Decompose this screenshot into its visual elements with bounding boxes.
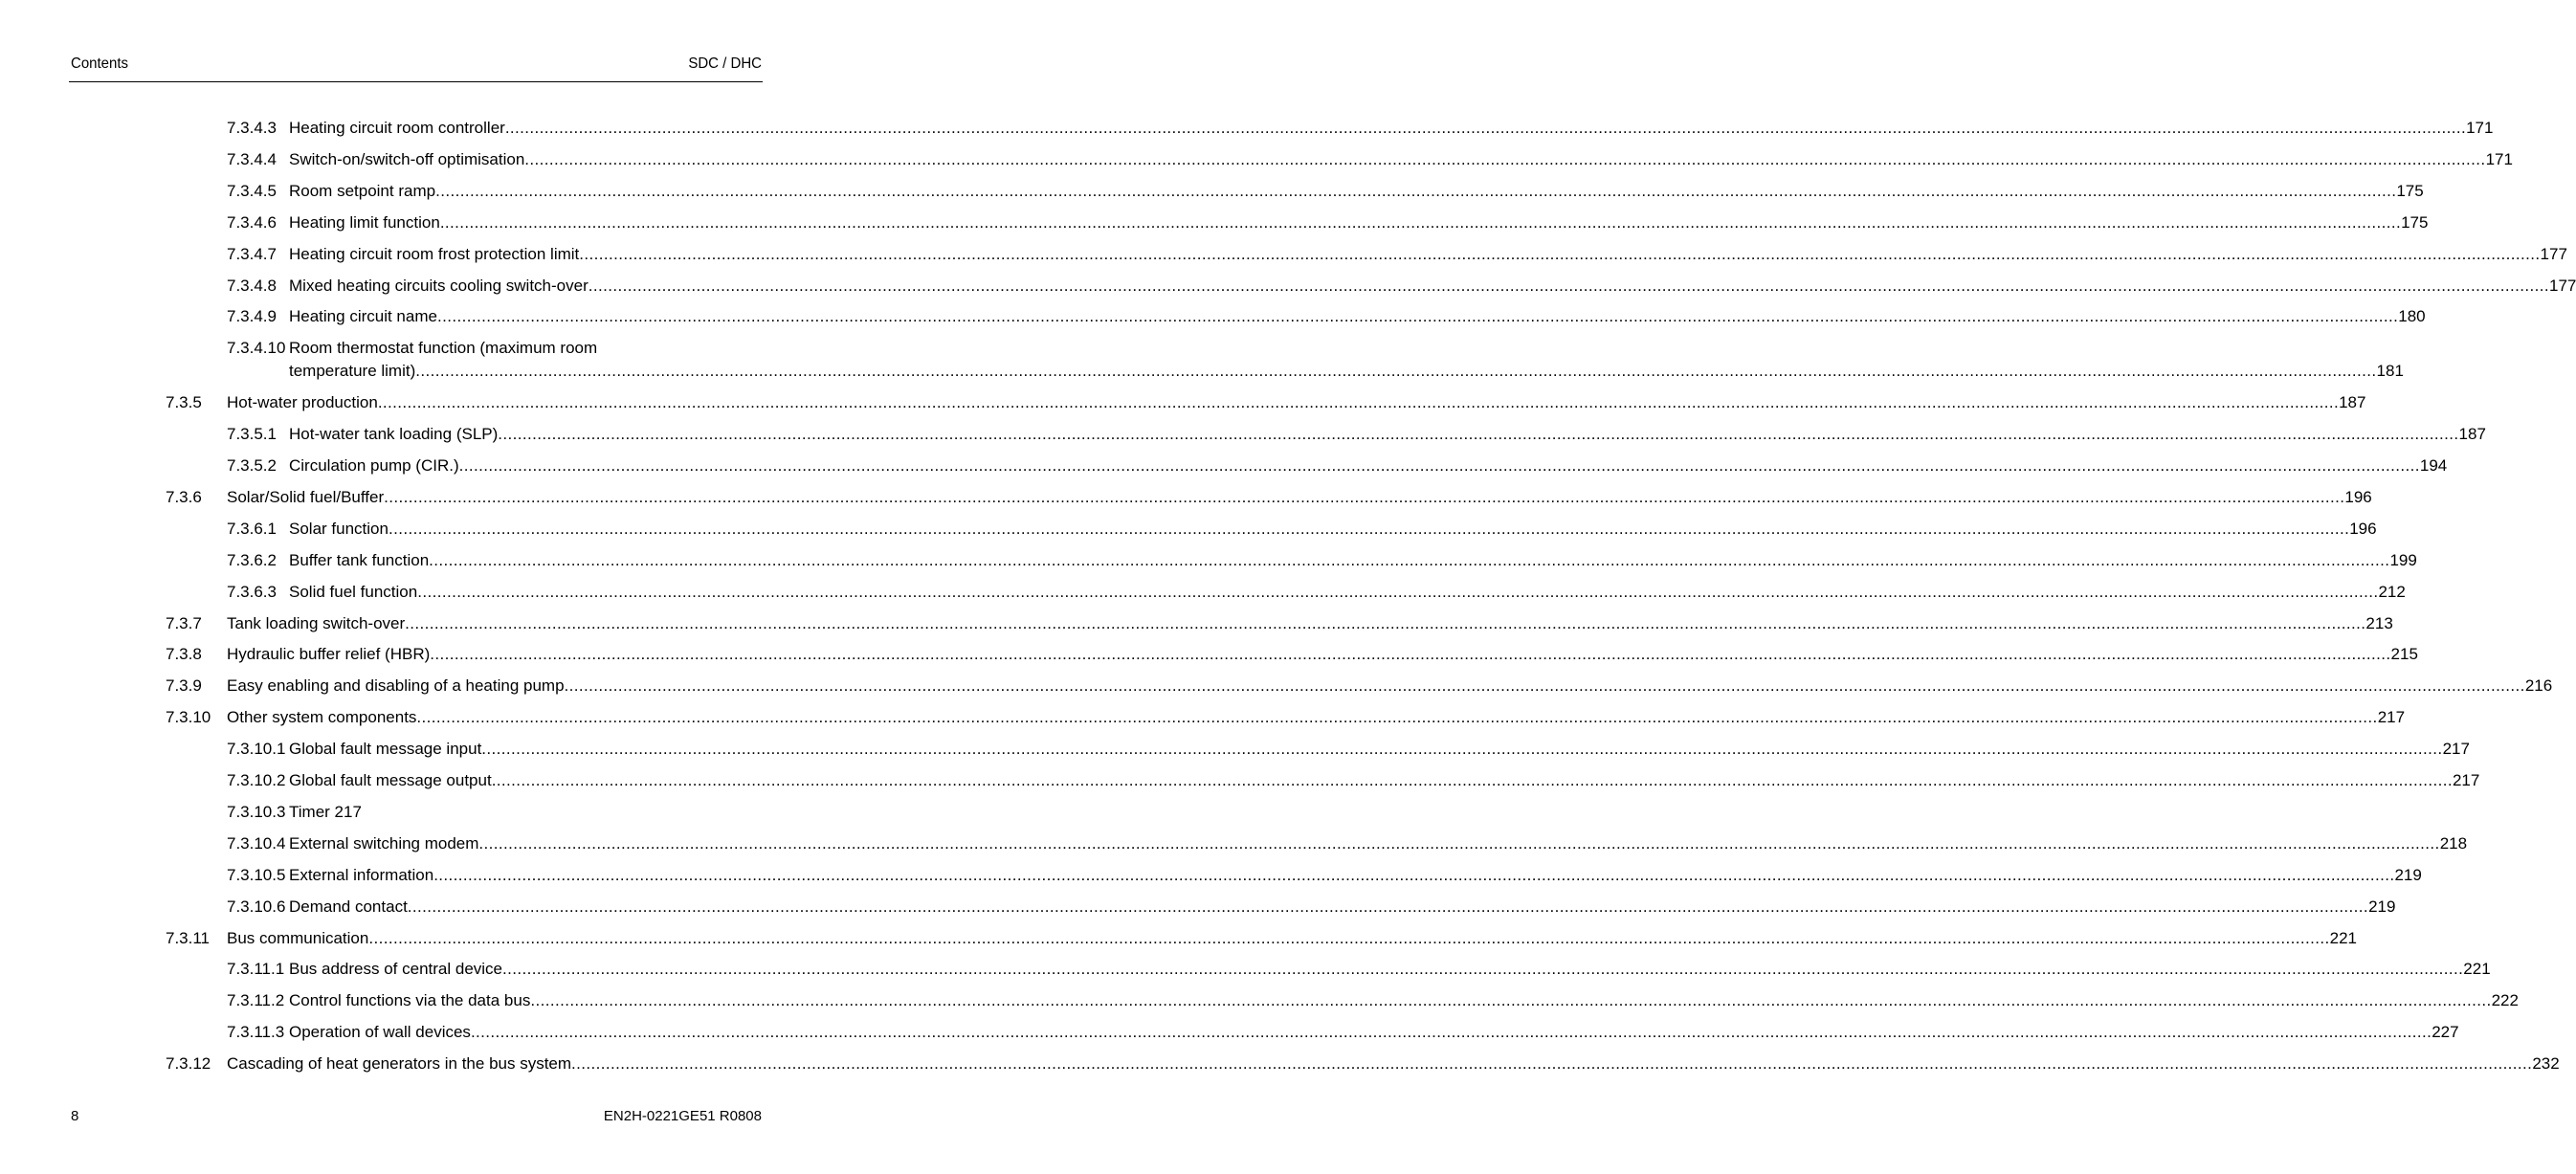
toc-entry[interactable] [227,149,2513,169]
toc-entry-page: 227 [2432,1023,2459,1042]
toc-entry-title: Control functions via the data bus [289,991,531,1010]
toc-dot-leader: ................................................................................................................................................................................................................................................................................................................................................................................................................ [433,865,2395,884]
toc-entry-title: Demand contact [289,897,408,916]
toc-entry[interactable] [227,803,761,822]
toc-entry-title: Solar function [289,519,389,538]
toc-entry-number: 7.3.4.8 [227,276,277,295]
toc-entry-page: 219 [2394,865,2422,884]
toc-entry[interactable] [227,519,2377,539]
toc-entry-page: 177 [2540,244,2567,263]
toc-entry-number: 7.3.4.10 [227,339,286,358]
toc-entry-page: 196 [2349,519,2377,538]
toc-entry[interactable] [227,212,2429,233]
toc-entry-title: Buffer tank function [289,550,430,569]
toc-entry-number: 7.3.10 [166,708,211,727]
toc-entry[interactable] [227,960,2491,979]
toc-entry-number: 7.3.9 [166,676,202,696]
toc-entry-number: 7.3.4.4 [227,149,277,168]
toc-entry[interactable] [166,613,2393,633]
toc-entry-title: Solid fuel function [289,582,418,601]
toc-entry-title: Operation of wall devices [289,1023,471,1042]
toc-entry-title: Heating circuit name [289,307,437,326]
toc-entry[interactable] [227,771,2480,790]
toc-entry-title: Heating circuit room frost protection limit [289,244,580,263]
toc-entry-title: temperature limit) [289,362,416,381]
toc-entry-title: Bus communication [227,928,369,947]
toc-entry-page: 212 [2378,582,2406,601]
toc-entry-number: 7.3.8 [166,645,202,664]
toc-entry-number: 7.3.10.6 [227,897,286,916]
toc-dot-leader: ................................................................................................................................................................................................................................................................................................................................................................................................................ [377,393,2340,412]
toc-entry-page: 187 [2458,425,2486,444]
toc-entry-page: 175 [2396,181,2424,200]
toc-entry[interactable] [166,708,2406,727]
toc-dot-leader: ................................................................................................................................................................................................................................................................................................................................................................................................................ [579,244,2541,263]
toc-entry-number: 7.3.10.4 [227,833,286,853]
toc-entry[interactable] [166,393,2366,412]
toc-entry-number: 7.3.12 [166,1054,211,1074]
toc-dot-leader: ................................................................................................................................................................................................................................................................................................................................................................................................................ [564,676,2525,696]
toc-entry-number: 7.3.4.7 [227,244,277,263]
toc-entry-number: 7.3.11 [166,928,211,947]
toc-entry-number: 7.3.4.9 [227,307,277,326]
toc-entry-number: 7.3.5.1 [227,425,277,444]
toc-dot-leader: ................................................................................................................................................................................................................................................................................................................................................................................................................ [530,991,2492,1010]
toc-entry-page: 221 [2329,928,2357,947]
toc-entry-title: Global fault message output [289,771,492,789]
toc-entry-number: 7.3.11.3 [227,1023,285,1042]
toc-entry[interactable] [227,897,2396,917]
toc-entry-title: Cascading of heat generators in the bus system [227,1054,572,1074]
toc-dot-leader: ................................................................................................................................................................................................................................................................................................................................................................................................................ [571,1054,2533,1074]
toc-dot-leader: ................................................................................................................................................................................................................................................................................................................................................................................................................ [481,740,2443,759]
toc-entry[interactable] [166,928,2357,948]
toc-entry-page: 218 [2439,833,2468,853]
toc-entry[interactable] [227,740,2470,759]
toc-entry-page: 171 [2485,149,2513,168]
toc-entry-number: 7.3.6 [166,487,202,506]
toc-entry-number: 7.3.10.1 [227,740,286,759]
toc-entry-title: Hot-water production [227,393,378,412]
toc-entry[interactable] [227,181,2424,201]
toc-dot-leader: ................................................................................................................................................................................................................................................................................................................................................................................................................ [384,487,2345,506]
toc-entry-page: 217 [2452,771,2480,789]
toc-entry-page: 219 [2368,897,2396,916]
toc-dot-leader: ................................................................................................................................................................................................................................................................................................................................................................................................................ [470,1023,2432,1042]
toc-entry[interactable] [166,1054,2560,1074]
toc-entry-title: Timer 217 [289,802,362,821]
toc-entry-title: Circulation pump (CIR.) [289,456,459,475]
toc-entry-title: Hydraulic buffer relief (HBR) [227,645,431,664]
toc-entry-page: 199 [2389,550,2417,569]
toc-entry[interactable] [227,425,2486,444]
document-code: EN2H-0221GE51 R0808 [603,1108,762,1124]
toc-entry-number: 7.3.4.3 [227,119,277,137]
toc-entry-number: 7.3.4.5 [227,181,277,200]
toc-entry-page: 194 [2419,456,2448,475]
header-product-name: SDC / DHC [688,55,762,73]
toc-entry-title: Global fault message input [289,740,482,759]
toc-entry[interactable] [166,487,2372,507]
toc-entry-number: 7.3.5 [166,393,202,412]
header-section-title: Contents [71,55,129,73]
toc-entry[interactable] [227,456,2448,476]
toc-entry-title: Heating limit function [289,212,440,232]
toc-entry-title: External switching modem [289,833,479,853]
toc-entry[interactable] [227,582,2406,602]
toc-entry-title: Mixed heating circuits cooling switch-over [289,276,588,295]
toc-entry[interactable] [227,119,2494,138]
toc-entry-title: Bus address of central device [289,960,503,979]
toc-entry-number: 7.3.6.3 [227,582,277,601]
toc-entry-title: Easy enabling and disabling of a heating pump [227,676,565,696]
toc-entry[interactable] [227,339,2404,381]
toc-entry-page: 171 [2466,119,2494,137]
toc-entry-page: 232 [2532,1054,2560,1074]
toc-entry-page: 177 [2549,276,2576,295]
toc-dot-leader: ................................................................................................................................................................................................................................................................................................................................................................................................................ [417,582,2379,601]
toc-entry[interactable] [227,244,2567,264]
toc-entry-number: 7.3.7 [166,613,202,632]
toc-entry-page: 213 [2365,613,2393,632]
toc-entry[interactable] [166,645,2418,664]
toc-dot-leader: ................................................................................................................................................................................................................................................................................................................................................................................................................ [491,771,2453,789]
toc-entry-number: 7.3.11.1 [227,960,285,979]
toc-dot-leader: ................................................................................................................................................................................................................................................................................................................................................................................................................ [498,425,2459,444]
toc-entry-page: 180 [2398,307,2426,326]
toc-entry[interactable] [227,833,2468,853]
toc-dot-leader: ................................................................................................................................................................................................................................................................................................................................................................................................................ [502,960,2464,979]
toc-entry-title: Solar/Solid fuel/Buffer [227,487,385,506]
toc-entry-title-line1: Room thermostat function (maximum room [289,339,598,358]
toc-entry-page: 222 [2491,991,2519,1010]
toc-entry[interactable] [227,276,2576,296]
toc-entry-number: 7.3.6.2 [227,550,277,569]
toc-entry-title: Hot-water tank loading (SLP) [289,425,499,444]
toc-entry-page: 217 [2377,708,2406,727]
toc-entry[interactable] [227,307,2426,326]
toc-entry-page: 216 [2524,676,2553,696]
toc-entry[interactable] [227,550,2417,570]
toc-dot-leader: ................................................................................................................................................................................................................................................................................................................................................................................................................ [415,362,2377,381]
toc-dot-leader: ................................................................................................................................................................................................................................................................................................................................................................................................................ [588,276,2550,295]
toc-dot-leader: ................................................................................................................................................................................................................................................................................................................................................................................................................ [368,928,2330,947]
toc-entry-title: Room setpoint ramp [289,181,436,200]
toc-dot-leader: ................................................................................................................................................................................................................................................................................................................................................................................................................ [504,119,2467,137]
toc-entry-number: 7.3.10.5 [227,865,286,884]
toc-entry[interactable] [166,676,2553,696]
toc-dot-leader: ................................................................................................................................................................................................................................................................................................................................................................................................................ [405,613,2366,632]
toc-entry-number: 7.3.5.2 [227,456,277,475]
toc-entry-number: 7.3.10.3 [227,802,286,821]
toc-entry-page: 187 [2339,393,2366,412]
toc-entry-number: 7.3.10.2 [227,771,286,789]
toc-entry-page: 215 [2390,645,2418,664]
toc-entry-page: 175 [2401,212,2429,232]
toc-dot-leader: ................................................................................................................................................................................................................................................................................................................................................................................................................ [436,307,2399,326]
toc-entry-page: 217 [2442,740,2470,759]
toc-dot-leader: ................................................................................................................................................................................................................................................................................................................................................................................................................ [478,833,2440,853]
toc-dot-leader: ................................................................................................................................................................................................................................................................................................................................................................................................................ [435,181,2397,200]
toc-entry-number: 7.3.4.6 [227,212,277,232]
page-number: 8 [71,1108,79,1124]
toc-dot-leader: ................................................................................................................................................................................................................................................................................................................................................................................................................ [388,519,2350,538]
toc-entry-number: 7.3.6.1 [227,519,277,538]
toc-entry-title: Heating circuit room controller [289,119,505,137]
toc-entry[interactable] [227,991,2519,1010]
page-footer [71,1108,762,1125]
toc-dot-leader: ................................................................................................................................................................................................................................................................................................................................................................................................................ [439,212,2402,232]
toc-entry-title: External information [289,865,434,884]
toc-entry-title: Tank loading switch-over [227,613,406,632]
toc-dot-leader: ................................................................................................................................................................................................................................................................................................................................................................................................................ [416,708,2378,727]
toc-dot-leader: ................................................................................................................................................................................................................................................................................................................................................................................................................ [430,645,2391,664]
toc-entry-title: Other system components [227,708,417,727]
toc-entry[interactable] [227,865,2422,885]
toc-dot-leader: ................................................................................................................................................................................................................................................................................................................................................................................................................ [524,149,2486,168]
toc-entry-page: 196 [2344,487,2372,506]
toc-entry-number: 7.3.11.2 [227,991,285,1010]
toc-dot-leader: ................................................................................................................................................................................................................................................................................................................................................................................................................ [407,897,2369,916]
toc-entry-page: 221 [2463,960,2491,979]
toc-entry-page: 181 [2376,362,2404,381]
toc-dot-leader: ................................................................................................................................................................................................................................................................................................................................................................................................................ [429,550,2390,569]
toc-entry-title: Switch-on/switch-off optimisation [289,149,525,168]
toc-entry[interactable] [227,1023,2459,1042]
toc-dot-leader: ................................................................................................................................................................................................................................................................................................................................................................................................................ [458,456,2420,475]
